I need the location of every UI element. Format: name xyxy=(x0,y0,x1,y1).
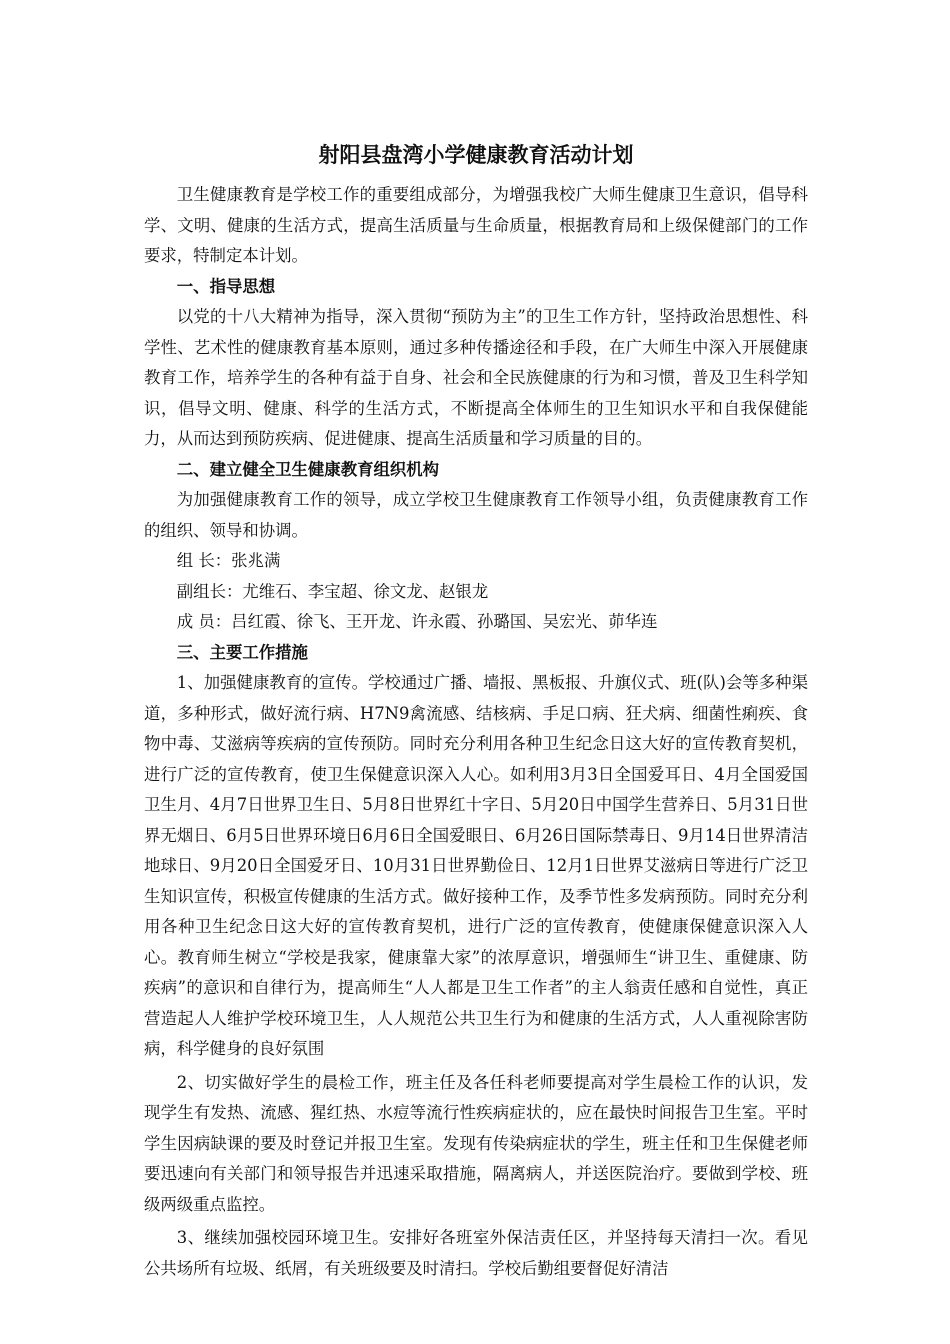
section2-heading: 二、建立健全卫生健康教育组织机构 xyxy=(176,459,440,479)
document-title: 射阳县盘湾小学健康教育活动计划 xyxy=(318,143,634,167)
intro-paragraph: 卫生健康教育是学校工作的重要组成部分，为增强我校广大师生健康卫生意识，倡导科学、文明、健康的生活方式，提高生活质量与生命质量，根据教育局和上级保健部门的工作要求，特制定本计划。 xyxy=(144,185,808,265)
leader-line: 组 长：张兆满 xyxy=(176,551,281,570)
deputy-line: 副组长：尤维石、李宝超、徐文龙、赵银龙 xyxy=(176,581,489,601)
section2-paragraph: 为加强健康教育工作的领导，成立学校卫生健康教育工作领导小组，负责健康教育工作的组织、领导和协调。 xyxy=(144,490,808,540)
section1-paragraph: 以党的十八大精神为指导，深入贯彻“预防为主”的卫生工作方针，坚持政治思想性、科学性、艺术性的健康教育基本原则，通过多种传播途径和手段，在广大师生中深入开展健康教育工作，培养学生的各种有益于自身、社会和全民族健康的行为和习惯，普及卫生科学知识，倡导文明、健康、科学的生活方式，不断提高全体师生的卫生知识水平和自我保健能力，从而达到预防疾病、促进健康、提高生活质量和学习质量的目的。 xyxy=(144,307,808,448)
item1-paragraph: 1、加强健康教育的宣传。学校通过广播、墙报、黑板报、升旗仪式、班(队)会等多种渠道，多种形式，做好流行病、H7N9禽流感、结核病、手足口病、狂犬病、细菌性痢疾、食物中毒、艾滋病等疾病的宣传预防。同时充分利用各种卫生纪念日这大好的宣传教育契机，进行广泛的宣传教育，使卫生保健意识深入人心。如利用3月3日全国爱耳日、4月全国爱国卫生月、4月7日世界卫生日、5月8日世界红十字日、5月20日中国学生营养日、5月31日世界无烟日、6月5日世界环境日6月6日全国爱眼日、6月26日国际禁毒日、9月14日世界清洁地球日、9月20日全国爱牙日、10月31日世界勤俭日、12月1日世界艾滋病日等进行广泛卫生知识宣传，积极宣传健康的生活方式。做好接种工作，及季节性多发病预防。同时充分利用各种卫生纪念日这大好的宣传教育契机，进行广泛的宣传教育，使健康保健意识深入人心。教育师生树立“学校是我家，健康靠大家”的浓厚意识，增强师生“讲卫生、重健康、防疾病”的意识和自律行为，提高师生“人人都是卫生工作者”的主人翁责任感和自觉性，真正营造起人人维护学校环境卫生，人人规范公共卫生行为和健康的生活方式，人人重视除害防病，科学健身的良好氛围 xyxy=(144,673,808,1058)
section1-heading: 一、指导思想 xyxy=(176,276,276,296)
section3-heading: 三、主要工作措施 xyxy=(176,642,308,662)
item2-paragraph: 2、切实做好学生的晨检工作，班主任及各任科老师要提高对学生晨检工作的认识，发现学生有发热、流感、猩红热、水痘等流行性疾病症状的，应在最快时间报告卫生室。平时学生因病缺课的要及时登记并报卫生室。发现有传染病症状的学生，班主任和卫生保健老师要迅速向有关部门和领导报告并迅速采取措施，隔离病人，并送医院治疗。要做到学校、班级两级重点监控。 xyxy=(144,1072,808,1214)
document-page xyxy=(144,138,808,1284)
members-line: 成 员：吕红霞、徐飞、王开龙、许永霞、孙璐国、吴宏光、茆华连 xyxy=(176,612,658,631)
item3-paragraph: 3、继续加强校园环境卫生。安排好各班室外保洁责任区，并坚持每天清扫一次。看见公共场所有垃圾、纸屑，有关班级要及时清扫。学校后勤组要督促好清洁 xyxy=(144,1228,808,1278)
